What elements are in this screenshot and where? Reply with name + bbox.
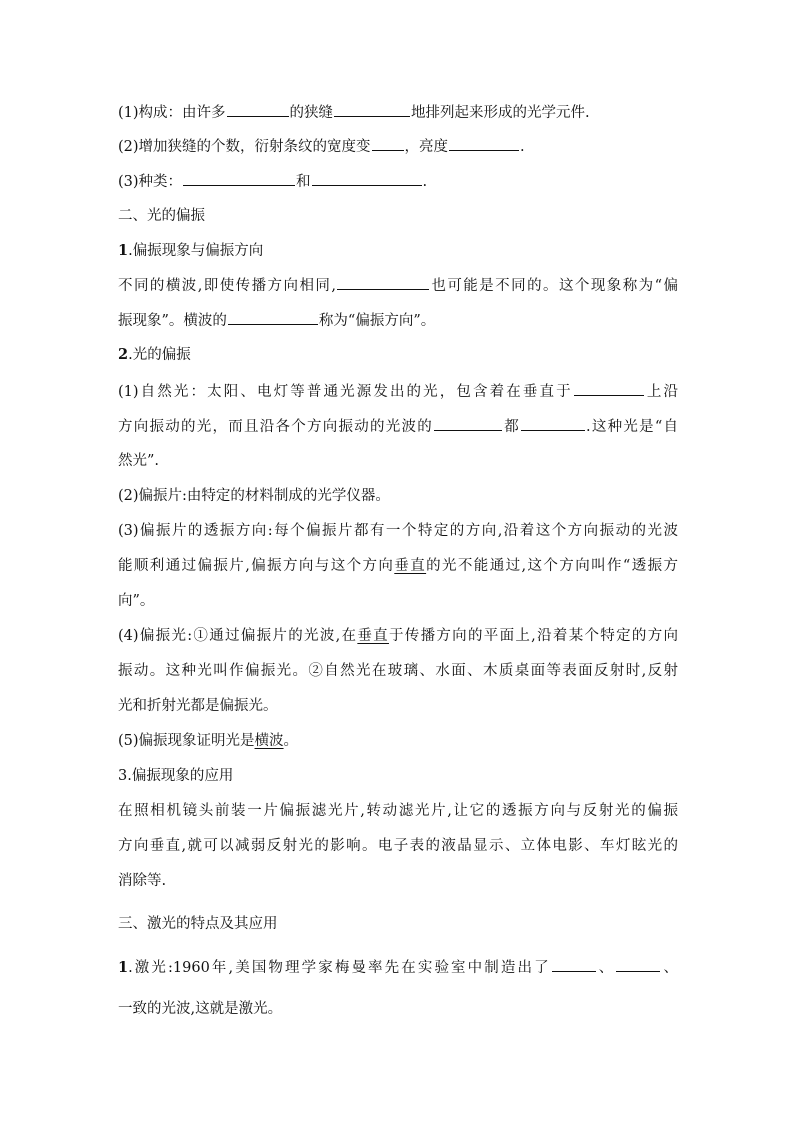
paragraph-line bbox=[118, 732, 298, 750]
paragraph-line: 然光”. bbox=[118, 453, 160, 469]
paragraph-line bbox=[118, 958, 678, 977]
grating-types-line bbox=[118, 172, 427, 191]
fill-blank[interactable] bbox=[334, 103, 410, 117]
text: 振现象”。横波的 bbox=[118, 313, 227, 329]
number: 1 bbox=[118, 959, 129, 976]
fill-blank[interactable] bbox=[227, 103, 289, 117]
text: (1)自然光：太阳、电灯等普通光源发出的光，包含着在垂直于 bbox=[118, 384, 573, 400]
number: 1 bbox=[118, 242, 129, 259]
underlined-term: 垂直 bbox=[357, 628, 389, 644]
section-heading-polarization: 二、光的偏振 bbox=[118, 208, 205, 224]
fill-blank[interactable] bbox=[372, 137, 404, 151]
text: 、 bbox=[661, 960, 679, 976]
text: 的光不能通过,这个方向叫作“透振方 bbox=[426, 558, 679, 574]
fill-blank[interactable] bbox=[449, 137, 519, 151]
paragraph-line bbox=[118, 557, 678, 575]
paragraph-line: 光和折射光都是偏振光。 bbox=[118, 698, 278, 714]
paragraph-line bbox=[118, 382, 678, 401]
text: 不同的横波,即使传播方向相同, bbox=[118, 278, 336, 294]
text: 能顺利通过偏振片,偏振方向与这个方向 bbox=[118, 558, 395, 574]
underlined-term: 横波 bbox=[254, 733, 284, 749]
paragraph-line: 振动。这种光叫作偏振光。②自然光在玻璃、水面、木质桌面等表面反射时,反射 bbox=[118, 663, 678, 679]
paragraph-line: 在照相机镜头前装一片偏振滤光片,转动滤光片,让它的透振方向与反射光的偏振 bbox=[118, 803, 678, 819]
fill-blank[interactable] bbox=[228, 311, 318, 325]
paragraph-line bbox=[118, 627, 678, 645]
grating-slits-line bbox=[118, 137, 525, 156]
paragraph-line bbox=[118, 276, 678, 295]
text: 地排列起来形成的光学元件. bbox=[411, 105, 590, 121]
paragraph-line: 一致的光波,这就是激光。 bbox=[118, 1001, 283, 1017]
fill-blank[interactable] bbox=[337, 276, 429, 290]
section-heading-laser: 三、激光的特点及其应用 bbox=[118, 916, 278, 932]
paragraph-line bbox=[118, 417, 678, 436]
text: .光的偏振 bbox=[128, 347, 191, 363]
text: (1)构成：由许多 bbox=[118, 105, 226, 121]
fill-blank[interactable] bbox=[574, 382, 644, 396]
grating-composition-line bbox=[118, 103, 590, 122]
paragraph-line: (2)偏振片:由特定的材料制成的光学仪器。 bbox=[118, 488, 390, 504]
paragraph-line: 消除等. bbox=[118, 873, 167, 889]
text: ，亮度 bbox=[404, 139, 449, 155]
text: 、 bbox=[596, 960, 616, 976]
text: . bbox=[422, 174, 428, 190]
paragraph-line: 方向垂直,就可以减弱反射光的影响。电子表的液晶显示、立体电影、车灯眩光的 bbox=[118, 838, 678, 854]
text: 于传播方向的平面上,沿着某个特定的方向 bbox=[388, 628, 678, 644]
text: (3)种类： bbox=[118, 174, 183, 190]
text: 都 bbox=[502, 419, 520, 435]
text: 。 bbox=[283, 733, 299, 749]
fill-blank[interactable] bbox=[521, 417, 585, 431]
text: 称为“偏振方向”。 bbox=[318, 313, 436, 329]
paragraph-line: 向”。 bbox=[118, 593, 155, 609]
text: .激光:1960年,美国物理学家梅曼率先在实验室中制造出了 bbox=[128, 960, 551, 976]
fill-blank[interactable] bbox=[183, 172, 295, 186]
text: 也可能是不同的。这个现象称为“偏 bbox=[429, 278, 678, 294]
text: 和 bbox=[296, 174, 311, 190]
paragraph-line bbox=[118, 311, 435, 330]
subheading-light-polarization bbox=[118, 346, 191, 364]
fill-blank[interactable] bbox=[434, 417, 502, 431]
subheading-polarization-direction bbox=[118, 242, 263, 260]
text: .这种光是“自 bbox=[585, 419, 678, 435]
text: (4)偏振光:①通过偏振片的光波,在 bbox=[118, 628, 358, 644]
text: 的狭缝 bbox=[289, 105, 334, 121]
number: 2 bbox=[118, 346, 129, 363]
fill-blank[interactable] bbox=[312, 172, 422, 186]
fill-blank[interactable] bbox=[616, 958, 660, 972]
text: 方向振动的光，而且沿各个方向振动的光波的 bbox=[118, 419, 433, 435]
text: 上沿 bbox=[644, 384, 679, 400]
text: (5)偏振现象证明光是 bbox=[118, 733, 255, 749]
paragraph-line: (3)偏振片的透振方向:每个偏振片都有一个特定的方向,沿着这个方向振动的光波 bbox=[118, 523, 678, 539]
text: . bbox=[520, 139, 525, 155]
fill-blank[interactable] bbox=[552, 958, 596, 972]
text: .偏振现象与偏振方向 bbox=[128, 243, 264, 259]
subheading-applications: 3.偏振现象的应用 bbox=[118, 768, 234, 784]
underlined-term: 垂直 bbox=[394, 558, 427, 574]
text: (2)增加狭缝的个数，衍射条纹的宽度变 bbox=[118, 139, 371, 155]
